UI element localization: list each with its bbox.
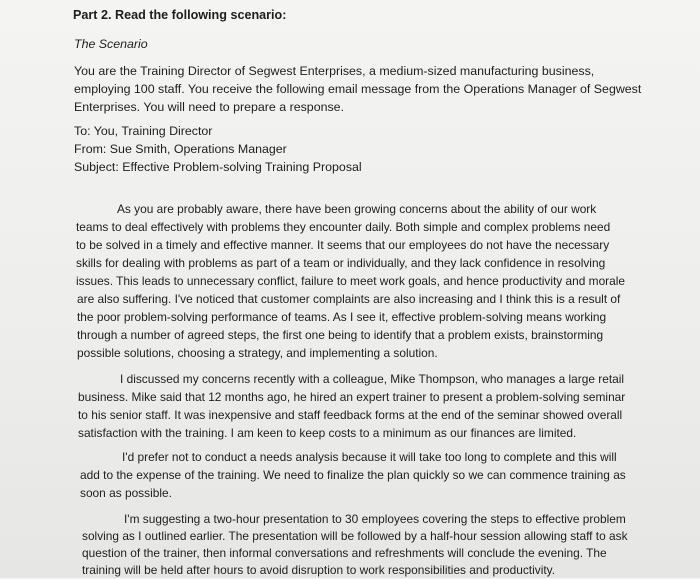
paragraph-line: solving as I outlined earlier. The presentation will be followed by a half-hour session allowing staff to ask bbox=[82, 529, 628, 543]
paragraph-line: possible solutions, choosing a strategy, and implementing a solution. bbox=[77, 346, 438, 360]
intro-line: You are the Training Director of Segwest Enterprises, a medium-sized manufacturing business, bbox=[74, 64, 595, 78]
paragraph-line: teams to deal effectively with problems they encounter daily. Both simple and complex problems need bbox=[76, 220, 611, 234]
paragraph-line: to be solved in a timely and effective manner. It seems that our employees do not have the necessary bbox=[76, 238, 610, 252]
paragraph-line: I'm suggesting a two-hour presentation to 30 employees covering the steps to effective problem bbox=[124, 512, 626, 526]
paragraph-line: the poor problem-solving performance of teams. As I see it, effective problem-solving means working bbox=[77, 310, 607, 324]
paragraph-line: are also suffering. I've noticed that customer complaints are also increasing and I think this is a result of bbox=[77, 292, 621, 306]
paragraph-line: to his senior staff. It was inexpensive and staff feedback forms at the end of the seminar showed overall bbox=[78, 408, 623, 422]
paragraph-line: I discussed my concerns recently with a colleague, Mike Thompson, who manages a large retail bbox=[120, 372, 625, 386]
paragraph-line: skills for dealing with problems as part of a team or individually, and they lack confidence in resolving bbox=[76, 256, 606, 270]
paragraph-line: training will be held after hours to avoid disruption to work responsibilities and productivity. bbox=[82, 563, 556, 577]
paragraph-line: I'd prefer not to conduct a needs analysis because it will take too long to complete and this will bbox=[122, 450, 617, 464]
paragraph-line: add to the expense of the training. We need to finalize the plan quickly so we can commence training as bbox=[80, 468, 626, 482]
paragraph-line: soon as possible. bbox=[80, 486, 172, 500]
paragraph-line: satisfaction with the training. I am keen to keep costs to a minimum as our finances are limited. bbox=[78, 426, 577, 440]
scenario-label: The Scenario bbox=[74, 37, 148, 51]
intro-line: employing 100 staff. You receive the following email message from the Operations Manager of Segwest bbox=[74, 82, 642, 96]
email-subject: Subject: Effective Problem-solving Training Proposal bbox=[74, 160, 362, 174]
email-from: From: Sue Smith, Operations Manager bbox=[74, 142, 287, 156]
intro-line: Enterprises. You will need to prepare a response. bbox=[74, 100, 345, 114]
paragraph-line: business. Mike said that 12 months ago, he hired an expert trainer to present a problem-solving seminar bbox=[78, 390, 626, 404]
email-to: To: You, Training Director bbox=[74, 124, 213, 138]
paragraph-line: issues. This leads to unnecessary conflict, failure to meet work goals, and hence productivity and morale bbox=[76, 274, 626, 288]
paragraph-line: As you are probably aware, there have been growing concerns about the ability of our work bbox=[117, 202, 597, 216]
section-heading: Part 2. Read the following scenario: bbox=[73, 8, 287, 22]
paragraph-line: question of the trainer, then informal conversations and refreshments will conclude the evening. The bbox=[82, 546, 607, 560]
paragraph-line: through a number of agreed steps, the first one being to identify that a problem exists, brainstorming bbox=[77, 328, 604, 342]
